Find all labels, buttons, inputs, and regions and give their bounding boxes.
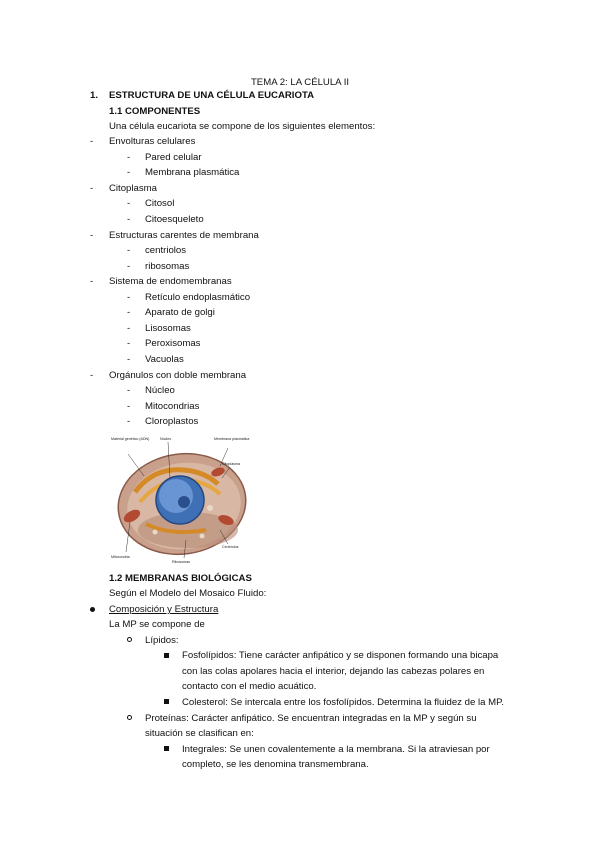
list-item: centriolos xyxy=(145,245,187,256)
dash-bullet: - xyxy=(127,354,131,365)
list-group-label: Envolturas celulares xyxy=(109,136,196,147)
figure-label-centrioles: Centríolos xyxy=(222,545,239,549)
page-title: TEMA 2: LA CÉLULA II xyxy=(250,77,350,88)
list-group-label: Citoplasma xyxy=(109,183,157,194)
body-text: Proteínas: Carácter anfipático. Se encuentran integradas en la MP y según su xyxy=(145,713,477,724)
figure-label-cytoplasm: Citoplasma xyxy=(222,462,240,466)
list-item: Mitocondrias xyxy=(145,401,200,412)
list-item: Membrana plasmática xyxy=(145,167,240,178)
body-text: completo, se les denomina transmembrana. xyxy=(182,759,369,770)
dash-bullet: - xyxy=(90,276,94,287)
dash-bullet: - xyxy=(127,401,131,412)
body-text: Colesterol: Se intercala entre los fosfolípidos. Determina la fluidez de la MP. xyxy=(182,697,504,708)
dash-bullet: - xyxy=(90,230,94,241)
dash-bullet: - xyxy=(90,183,94,194)
dash-bullet: - xyxy=(127,167,131,178)
list-item: Citosol xyxy=(145,198,175,209)
dot-bullet xyxy=(90,607,95,612)
list-item: Lisosomas xyxy=(145,323,191,334)
list-item-label: Lípidos: xyxy=(145,635,179,646)
body-text: contacto con el medio acuático. xyxy=(182,681,317,692)
dash-bullet: - xyxy=(127,338,131,349)
topic-heading: Composición y Estructura xyxy=(109,604,219,615)
figure-label-ribosomes: Ribosomas xyxy=(172,560,190,564)
dash-bullet: - xyxy=(127,261,131,272)
list-group-label: Orgánulos con doble membrana xyxy=(109,370,247,381)
list-group-label: Sistema de endomembranas xyxy=(109,276,232,287)
list-item: Vacuolas xyxy=(145,354,184,365)
list-item: Núcleo xyxy=(145,385,175,396)
dash-bullet: - xyxy=(127,292,131,303)
dash-bullet: - xyxy=(90,370,94,381)
dash-bullet: - xyxy=(127,307,131,318)
dash-bullet: - xyxy=(127,416,131,427)
body-text: Fosfolípidos: Tiene carácter anfipático y se disponen formando una bicapa xyxy=(182,650,499,661)
figure-label-nucleus: Núcleo xyxy=(160,437,172,441)
body-text: Integrales: Se unen covalentemente a la membrana. Si la atraviesan por xyxy=(182,744,490,755)
dash-bullet: - xyxy=(127,214,131,225)
body-text: La MP se compone de xyxy=(109,619,205,630)
intro-text: Según el Modelo del Mosaico Fluido: xyxy=(109,588,267,599)
list-item: Aparato de golgi xyxy=(145,307,215,318)
circle-bullet xyxy=(127,715,132,720)
subsection-heading: 1.2 MEMBRANAS BIOLÓGICAS xyxy=(109,573,252,584)
dash-bullet: - xyxy=(127,198,131,209)
section-number: 1. xyxy=(90,90,99,101)
body-text: situación se clasifican en: xyxy=(145,728,254,739)
section-heading: ESTRUCTURA DE UNA CÉLULA EUCARIOTA xyxy=(109,90,315,101)
dash-bullet: - xyxy=(127,245,131,256)
square-bullet xyxy=(164,699,169,704)
circle-bullet xyxy=(127,637,132,642)
body-text: con las colas apolares hacia el interior, dejando las cabezas polares en xyxy=(182,666,485,677)
dash-bullet: - xyxy=(90,136,94,147)
dash-bullet: - xyxy=(127,323,131,334)
figure-label-mitochondria: Mitocondria xyxy=(111,555,130,559)
list-item: Peroxisomas xyxy=(145,338,201,349)
square-bullet xyxy=(164,746,169,751)
figure-label-membrane: Membrana plasmática xyxy=(214,437,250,441)
cell-illustration xyxy=(110,432,254,566)
list-item: ribosomas xyxy=(145,261,190,272)
list-item: Cloroplastos xyxy=(145,416,199,427)
figure-label-dna: Material genético (ADN) xyxy=(111,437,150,441)
dash-bullet: - xyxy=(127,152,131,163)
list-group-label: Estructuras carentes de membrana xyxy=(109,230,259,241)
list-item: Retículo endoplasmático xyxy=(145,292,251,303)
dash-bullet: - xyxy=(127,385,131,396)
square-bullet xyxy=(164,653,169,658)
subsection-heading: 1.1 COMPONENTES xyxy=(109,106,201,117)
intro-text: Una célula eucariota se compone de los siguientes elementos: xyxy=(109,121,376,132)
list-item: Pared celular xyxy=(145,152,202,163)
list-item: Citoesqueleto xyxy=(145,214,204,225)
